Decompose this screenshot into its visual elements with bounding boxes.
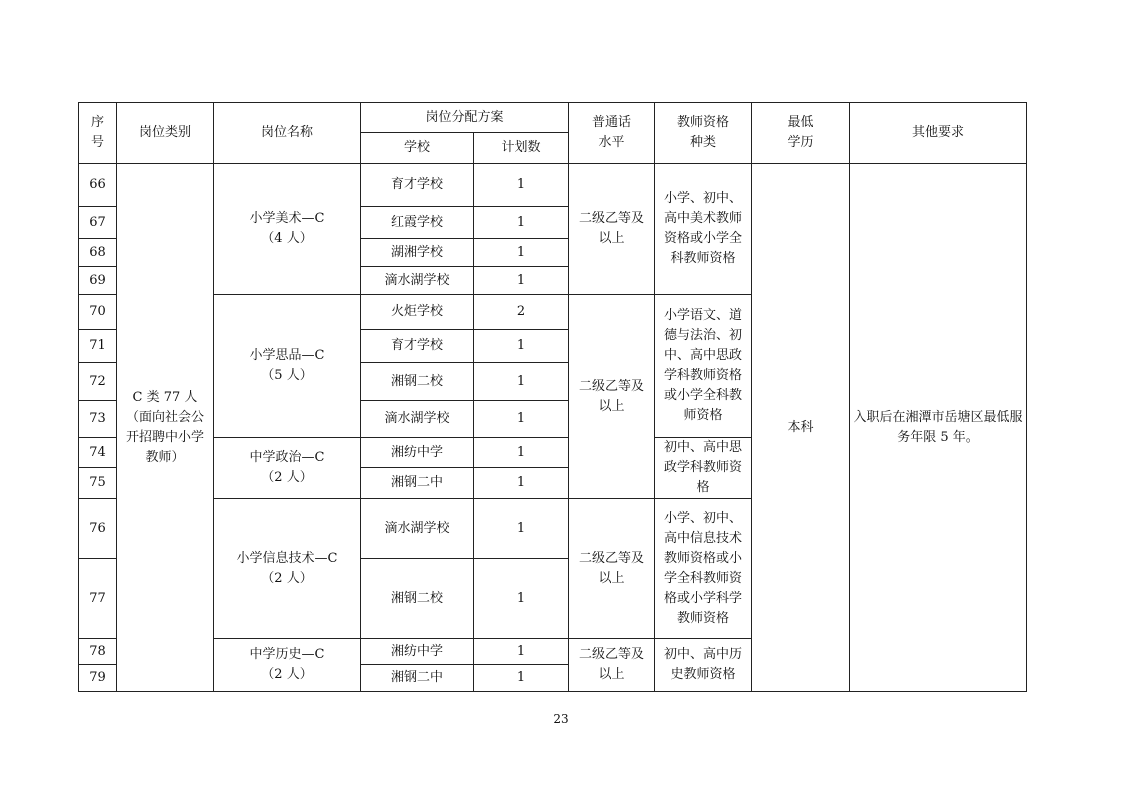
mandarin-cell: 二级乙等及 以上 bbox=[569, 164, 655, 295]
row-count: 1 bbox=[474, 468, 569, 499]
position-name-cell: 中学历史—C （2 人） bbox=[214, 639, 361, 692]
header-position-name: 岗位名称 bbox=[214, 103, 361, 164]
qualification-cell: 初中、高中历史教师资格 bbox=[655, 639, 752, 692]
position-name-cell: 中学政治—C （2 人） bbox=[214, 438, 361, 499]
row-school: 湘纺中学 bbox=[361, 639, 474, 665]
row-school: 滴水湖学校 bbox=[361, 267, 474, 295]
row-count: 2 bbox=[474, 295, 569, 330]
header-other-requirements: 其他要求 bbox=[850, 103, 1027, 164]
row-seq: 67 bbox=[79, 207, 117, 239]
row-school: 湘钢二校 bbox=[361, 363, 474, 401]
row-seq: 68 bbox=[79, 239, 117, 267]
qualification-cell: 小学、初中、高中信息技术教师资格或小学全科教师资格或小学科学教师资格 bbox=[655, 499, 752, 639]
header-seq: 序 号 bbox=[79, 103, 117, 164]
row-school: 育才学校 bbox=[361, 164, 474, 207]
other-requirements-cell: 入职后在湘潭市岳塘区最低服务年限 5 年。 bbox=[850, 164, 1027, 692]
row-seq: 72 bbox=[79, 363, 117, 401]
row-seq: 73 bbox=[79, 401, 117, 438]
row-count: 1 bbox=[474, 438, 569, 468]
row-seq: 77 bbox=[79, 559, 117, 639]
category-cell: C 类 77 人（面向社会公开招聘中小学教师） bbox=[117, 164, 214, 692]
qualification-cell: 小学、初中、高中美术教师资格或小学全科教师资格 bbox=[655, 164, 752, 295]
row-school: 湘纺中学 bbox=[361, 438, 474, 468]
position-name-cell: 小学思品—C （5 人） bbox=[214, 295, 361, 438]
row-seq: 78 bbox=[79, 639, 117, 665]
row-count: 1 bbox=[474, 239, 569, 267]
row-seq: 69 bbox=[79, 267, 117, 295]
row-count: 1 bbox=[474, 330, 569, 363]
row-school: 湘钢二中 bbox=[361, 665, 474, 692]
row-count: 1 bbox=[474, 363, 569, 401]
page-number: 23 bbox=[553, 712, 569, 726]
row-school: 红霞学校 bbox=[361, 207, 474, 239]
row-school: 滴水湖学校 bbox=[361, 499, 474, 559]
qualification-cell: 初中、高中思政学科教师资格 bbox=[655, 438, 752, 499]
header-qualification: 教师资格 种类 bbox=[655, 103, 752, 164]
header-allocation: 岗位分配方案 bbox=[361, 103, 569, 133]
row-count: 1 bbox=[474, 164, 569, 207]
row-count: 1 bbox=[474, 267, 569, 295]
row-school: 湖湘学校 bbox=[361, 239, 474, 267]
qualification-cell: 小学语文、道德与法治、初中、高中思政学科教师资格或小学全科教师资格 bbox=[655, 295, 752, 438]
header-category: 岗位类别 bbox=[117, 103, 214, 164]
header-min-education: 最低 学历 bbox=[752, 103, 850, 164]
row-school: 育才学校 bbox=[361, 330, 474, 363]
row-count: 1 bbox=[474, 499, 569, 559]
row-seq: 71 bbox=[79, 330, 117, 363]
row-count: 1 bbox=[474, 665, 569, 692]
header-row bbox=[79, 103, 1027, 133]
row-seq: 76 bbox=[79, 499, 117, 559]
recruitment-table bbox=[78, 102, 1027, 692]
row-seq: 66 bbox=[79, 164, 117, 207]
row-school: 火炬学校 bbox=[361, 295, 474, 330]
mandarin-cell: 二级乙等及 以上 bbox=[569, 639, 655, 692]
mandarin-cell: 二级乙等及 以上 bbox=[569, 295, 655, 499]
row-school: 湘钢二校 bbox=[361, 559, 474, 639]
row-seq: 70 bbox=[79, 295, 117, 330]
row-seq: 75 bbox=[79, 468, 117, 499]
row-count: 1 bbox=[474, 559, 569, 639]
header-school: 学校 bbox=[361, 133, 474, 164]
header-plan-count: 计划数 bbox=[474, 133, 569, 164]
row-seq: 79 bbox=[79, 665, 117, 692]
row-school: 湘钢二中 bbox=[361, 468, 474, 499]
row-count: 1 bbox=[474, 401, 569, 438]
position-name-cell: 小学美术—C （4 人） bbox=[214, 164, 361, 295]
mandarin-cell: 二级乙等及 以上 bbox=[569, 499, 655, 639]
row-seq: 74 bbox=[79, 438, 117, 468]
row-count: 1 bbox=[474, 207, 569, 239]
header-mandarin: 普通话 水平 bbox=[569, 103, 655, 164]
table-row bbox=[79, 164, 1027, 207]
row-school: 滴水湖学校 bbox=[361, 401, 474, 438]
row-count: 1 bbox=[474, 639, 569, 665]
education-cell: 本科 bbox=[752, 164, 850, 692]
position-name-cell: 小学信息技术—C （2 人） bbox=[214, 499, 361, 639]
